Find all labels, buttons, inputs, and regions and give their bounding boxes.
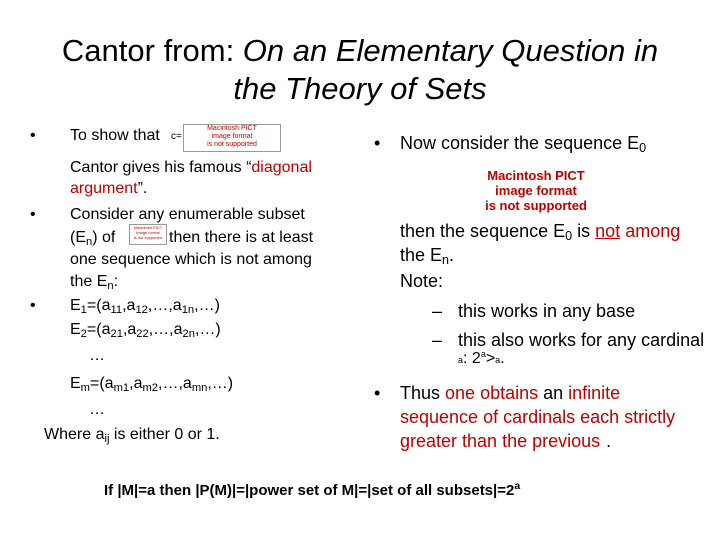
any-cardinal-line: this also works for any cardinal (458, 330, 705, 350)
one-obtains: one obtains (445, 383, 539, 403)
cardinal-sup: a (480, 349, 486, 359)
one-sequence-line: one sequence which is not among (70, 251, 312, 268)
dots-2: … (89, 401, 105, 418)
bullet-3: • (30, 297, 36, 314)
bullet-r2: • (374, 383, 381, 403)
right-the-en-text: the E (400, 245, 443, 265)
en-of-line (70, 227, 115, 248)
note-line: Note: (400, 271, 444, 291)
em-line: $E_m=(a_{m1},a_{m2},\dots,a_{mn},\dots)$ (70, 375, 234, 394)
ij-sub: ij (104, 433, 110, 445)
c-equals-label: c= (171, 131, 182, 142)
now-consider-line (400, 131, 646, 155)
en-open: (E (70, 229, 86, 246)
cantor-gives-text: Cantor gives his famous “ (70, 159, 252, 176)
cardinal-a: a (458, 355, 464, 365)
argument-word: argument (70, 180, 138, 197)
then-seq-line (400, 219, 680, 243)
right-the-en-line (400, 243, 454, 267)
bottom-text: If |M|=a then |P(M)|=|power set of M|=|set of all subsets|=2 (104, 482, 515, 499)
where-line (44, 424, 220, 445)
pict3-line2: image format (495, 183, 577, 198)
where-rest: is either 0 or 1. (109, 426, 220, 443)
then-there-text: then there is at least (169, 229, 314, 246)
pict-line3: is not supported (207, 141, 257, 148)
dash-1: – (432, 301, 443, 321)
dash-2: – (432, 330, 443, 350)
bottom-statement (104, 481, 520, 501)
consider-line: Consider any enumerable subset (70, 206, 305, 223)
c-equals (171, 131, 182, 142)
bullet-r1: • (374, 133, 381, 153)
pict-line1: Macintosh PICT (207, 125, 257, 132)
sequence-text: sequence of cardinals each (400, 407, 625, 427)
of-text: ) of (92, 229, 116, 246)
e1-line: $E_1=(a_{11},a_{12},\dots,a_{1n},\dots)$ (70, 297, 220, 316)
pict2-line1: Macintosh PICT (133, 225, 163, 230)
pict3-line3: is not supported (485, 198, 587, 213)
argument-line (70, 178, 147, 199)
strictly-word: strictly (624, 407, 676, 427)
thus-text: Thus (400, 383, 446, 403)
not-word: not (595, 221, 621, 241)
thus-line (400, 381, 620, 405)
is-text: is (572, 221, 596, 241)
bullet-2: • (30, 206, 36, 223)
pict-placeholder-1 (183, 124, 281, 152)
dots-1: … (89, 347, 105, 364)
cardinal-two: : 2 (463, 350, 481, 367)
cardinal-end: . (500, 350, 505, 367)
pict2-line2: image format (136, 230, 160, 235)
cardinal-a2: a (495, 355, 501, 365)
the-en-sub: n (107, 280, 114, 292)
the-en-line (70, 271, 118, 292)
n-sub: n (86, 236, 93, 248)
among-word: among (620, 221, 681, 241)
bullet-1: • (30, 127, 36, 144)
title-italic-2: the Theory of Sets (233, 71, 487, 106)
zero-sub: 0 (639, 141, 647, 155)
colon: : (113, 273, 119, 290)
then-seq-text: then the sequence E (400, 221, 566, 241)
title-italic-1: On an Elementary Question in (242, 33, 659, 68)
slide-title (0, 32, 720, 108)
infinite-word: infinite (568, 383, 621, 403)
bottom-sup: a (514, 480, 521, 492)
now-consider-text: Now consider the sequence E (400, 133, 640, 153)
e2-line: $E_2=(a_{21},a_{22},\dots,a_{2n},\dots)$ (70, 321, 221, 340)
argument-end: ”. (137, 180, 148, 197)
the-en-text: the E (70, 273, 108, 290)
an-text: an (538, 383, 569, 403)
to-show-text: To show that (70, 127, 160, 144)
pict2-line3: is not supported (133, 235, 163, 240)
where-text: Where a (44, 426, 105, 443)
then-seq-sub: 0 (565, 229, 573, 243)
greater-line (400, 429, 611, 453)
any-base-line: this works in any base (458, 301, 636, 321)
diagonal-word: diagonal (251, 159, 312, 176)
right-period: . (449, 245, 455, 265)
greater-text: greater than the previous (400, 431, 601, 451)
pict-placeholder-2 (129, 224, 167, 245)
right-n-sub: n (442, 253, 450, 267)
sequence-line (400, 405, 675, 429)
title-prefix: Cantor from: (61, 33, 243, 68)
pict-placeholder-3 (450, 168, 622, 214)
cardinal-gt: > (485, 350, 496, 367)
cardinal-inequality (458, 349, 505, 370)
pict3-line1: Macintosh PICT (487, 168, 585, 183)
greater-period: . (606, 431, 612, 451)
pict-line2: image format (211, 133, 253, 140)
cantor-gives-line (70, 157, 312, 178)
